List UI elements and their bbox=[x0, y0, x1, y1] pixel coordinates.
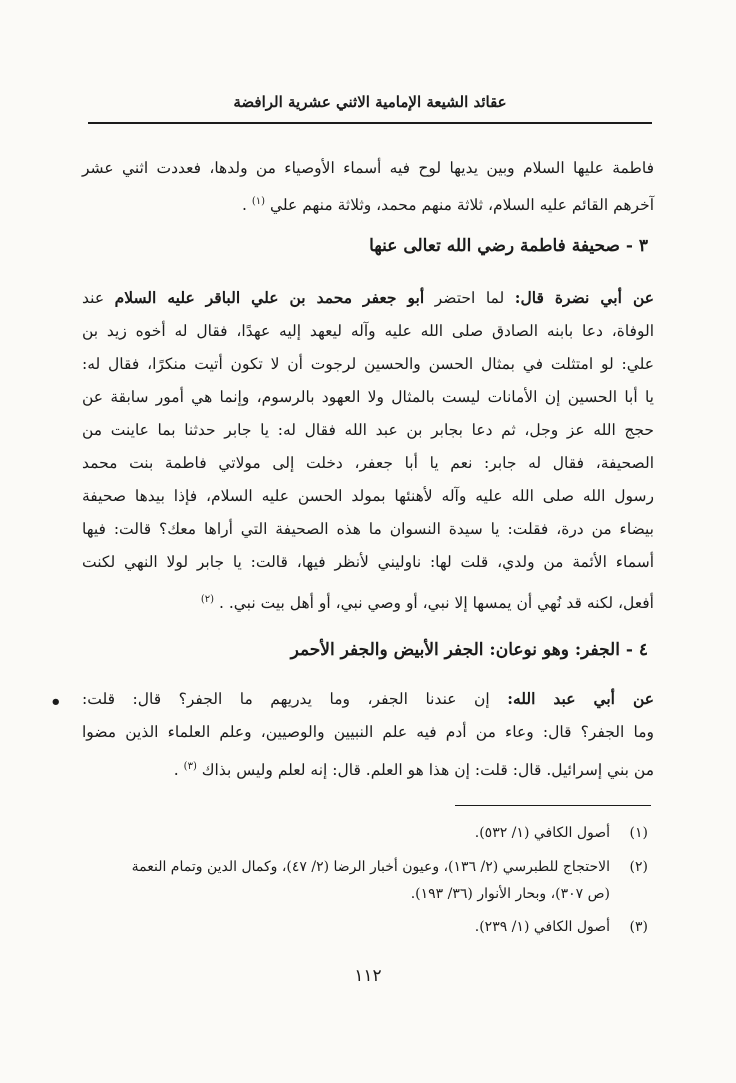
body-line-2: آخرهم القائم عليه السلام، ثلاثة منهم محمد، وثلاثة منهم علي $^{(١)}$ . bbox=[241, 196, 654, 215]
margin-dot: • bbox=[50, 692, 62, 713]
body-line-8: الصحيفة، فقال له جابر: نعم يا أبا جعفر، دخلت إلى مولاتي فاطمة بنت محمد bbox=[82, 454, 654, 472]
section-heading-3: ٣ - صحيفة فاطمة رضي الله تعالى عنها bbox=[369, 236, 648, 256]
body-line-10: بيضاء من درة، فقلت: يا سيدة النسوان ما هذه الصحيفة التي أراها معك؟ قالت: فيها bbox=[82, 520, 654, 538]
footnote-2: (٢)الاحتجاج للطبرسي (٢/ ١٣٦)، وعيون أخبار الرضا (٢/ ٤٧)، وكمال الدين وتمام النعمة bbox=[131, 859, 648, 875]
body-line-7: حجج الله عز وجل، ثم دعا بجابر بن عبد الله فقال له: يا جابر حدثنا بما عاينت من bbox=[82, 421, 654, 439]
section-heading-4: ٤ - الجفر: وهو نوعان: الجفر الأبيض والجفر الأحمر bbox=[290, 640, 648, 660]
footnote-3: (٣)أصول الكافي (١/ ٢٣٩). bbox=[474, 919, 648, 935]
body-line-4: الوفاة، دعا بابنه الصادق صلى الله عليه وآله ليعهد إليه عهدًا، فقال له أخوه زيد بن bbox=[82, 322, 654, 340]
body-line-6: يا أبا الحسين إن الأمانات ليست بالمثال ولا العهود بالرسوم، وإنما هي أمور سابقة عن bbox=[82, 388, 654, 406]
body-line-11: أسماء الأئمة من ولدي، قلت لها: ناوليني لأنظر فيها، قالت: يا جابر لولا النهي لكنت bbox=[82, 553, 654, 571]
body-line-1: فاطمة عليها السلام وبين يديها لوح فيه أسماء الأوصياء من ولدها، فعددت اثني عشر bbox=[82, 159, 654, 177]
footnote-rule bbox=[455, 805, 651, 806]
body-line-3: عن أبي نضرة قال: لما احتضر أبو جعفر محمد بن علي الباقر عليه السلام عند bbox=[82, 288, 654, 307]
footnote-ref-1[interactable]: (١) bbox=[251, 196, 266, 207]
body-line-12: أفعل، لكنه قد نُهي أن يمسها إلا نبي، أو وصي نبي، أو أهل بيت نبي. . $^{(٢)}$ bbox=[200, 594, 654, 613]
header-rule bbox=[88, 122, 652, 124]
footnote-ref-3[interactable]: (٣) bbox=[183, 761, 197, 772]
body-line-14: وما الجفر؟ قال: وعاء من أدم فيه علم النبيين والوصيين، وعلم العلماء الذين مضوا bbox=[82, 723, 654, 741]
body-line-13: عن أبي عبد الله: إن عندنا الجفر، وما يدريهم ما الجفر؟ قال: قلت: bbox=[82, 689, 655, 708]
footnote-ref-2[interactable]: (٢) bbox=[200, 594, 215, 605]
running-head: عقائد الشيعة الإمامية الاثني عشرية الرافضة bbox=[233, 93, 507, 111]
body-line-15: من بني إسرائيل. قال: قلت: إن هذا هو العلم. قال: إنه لعلم وليس بذاك $^{(٣)}$ . bbox=[173, 761, 654, 780]
page-number: ١١٢ bbox=[354, 966, 382, 986]
body-line-5: علي: لو امتثلت في بمثال الحسن والحسين لرجوت أن لا تكون أتيت منكرًا، فقال له: bbox=[82, 355, 654, 373]
footnote-2-continued: (ص ٣٠٧)، وبحار الأنوار (٣٦/ ١٩٣). bbox=[410, 886, 610, 902]
body-line-9: رسول الله صلى الله عليه وآله لأهنئها بمولد الحسن عليه السلام، فإذا بيدها صحيفة bbox=[82, 487, 654, 505]
footnote-1: (١)أصول الكافي (١/ ٥٣٢). bbox=[474, 825, 648, 841]
